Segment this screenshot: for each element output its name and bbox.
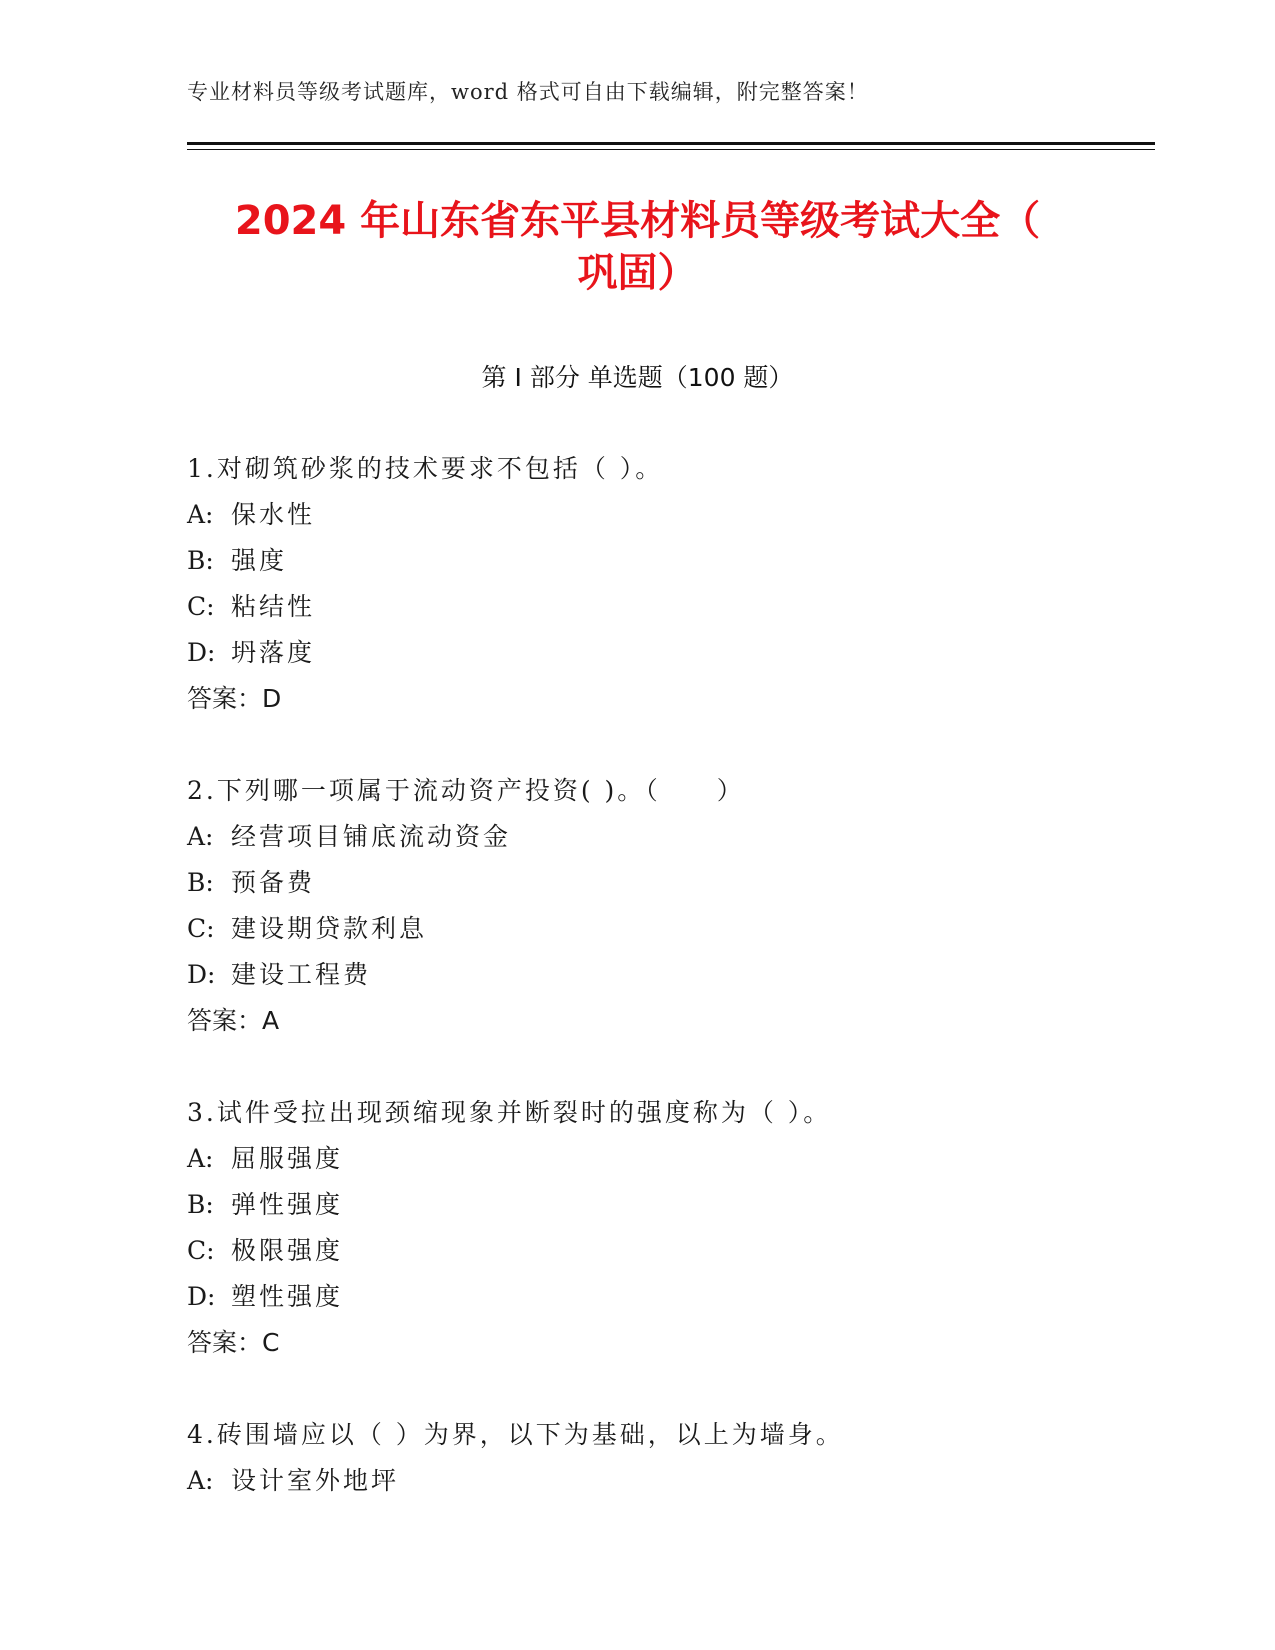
header-rule-thick (187, 142, 1155, 145)
option-d (187, 630, 1147, 676)
option-letter: D: (187, 638, 216, 667)
option-letter: D: (187, 960, 216, 989)
document-title (150, 195, 1125, 299)
option-b (187, 1182, 1147, 1228)
option-text: 预备费 (231, 868, 316, 897)
option-letter: B: (187, 868, 214, 897)
question-list (187, 446, 1147, 1550)
option-letter: A: (187, 500, 214, 529)
option-c (187, 1228, 1147, 1274)
option-text: 坍落度 (231, 638, 316, 667)
option-text: 保水性 (231, 500, 316, 529)
option-b (187, 538, 1147, 584)
option-text: 强度 (231, 546, 288, 575)
option-a (187, 1136, 1147, 1182)
option-a (187, 492, 1147, 538)
question-2 (187, 768, 1147, 1044)
option-text: 建设期贷款利息 (231, 914, 428, 943)
option-a (187, 1458, 1147, 1504)
option-letter: A: (187, 1144, 214, 1173)
answer: 答案：C (187, 1328, 280, 1357)
option-letter: C: (187, 1236, 215, 1265)
title-line-2: 巩固） (577, 250, 698, 296)
option-text: 屈服强度 (231, 1144, 344, 1173)
question-stem: 1.对砌筑砂浆的技术要求不包括（ ）。 (187, 454, 664, 483)
option-text: 极限强度 (231, 1236, 344, 1265)
title-line-1: 2024 年山东省东平县材料员等级考试大全（ (234, 198, 1041, 244)
option-a (187, 814, 1147, 860)
option-text: 粘结性 (231, 592, 316, 621)
question-stem: 4.砖围墙应以（ ）为界，以下为基础，以上为墙身。 (187, 1420, 844, 1449)
question-stem: 2.下列哪一项属于流动资产投资( )。（ ） (187, 776, 745, 805)
option-text: 塑性强度 (231, 1282, 344, 1311)
answer: 答案：A (187, 1006, 280, 1035)
question-1 (187, 446, 1147, 722)
header-note: 专业材料员等级考试题库，word 格式可自由下载编辑，附完整答案！ (187, 80, 869, 104)
option-letter: C: (187, 914, 215, 943)
option-text: 经营项目铺底流动资金 (231, 822, 512, 851)
option-b (187, 860, 1147, 906)
option-c (187, 906, 1147, 952)
answer: 答案：D (187, 684, 282, 713)
option-letter: D: (187, 1282, 216, 1311)
option-d (187, 952, 1147, 998)
option-letter: B: (187, 1190, 214, 1219)
section-heading: 第 I 部分 单选题（100 题） (481, 363, 794, 392)
option-letter: B: (187, 546, 214, 575)
question-3 (187, 1090, 1147, 1366)
option-d (187, 1274, 1147, 1320)
option-text: 建设工程费 (231, 960, 372, 989)
option-c (187, 584, 1147, 630)
header-rule-thin (187, 149, 1155, 150)
option-text: 设计室外地坪 (231, 1466, 400, 1495)
option-letter: C: (187, 592, 215, 621)
option-letter: A: (187, 822, 214, 851)
option-letter: A: (187, 1466, 214, 1495)
option-text: 弹性强度 (231, 1190, 344, 1219)
question-4 (187, 1412, 1147, 1504)
question-stem: 3.试件受拉出现颈缩现象并断裂时的强度称为（ ）。 (187, 1098, 832, 1127)
